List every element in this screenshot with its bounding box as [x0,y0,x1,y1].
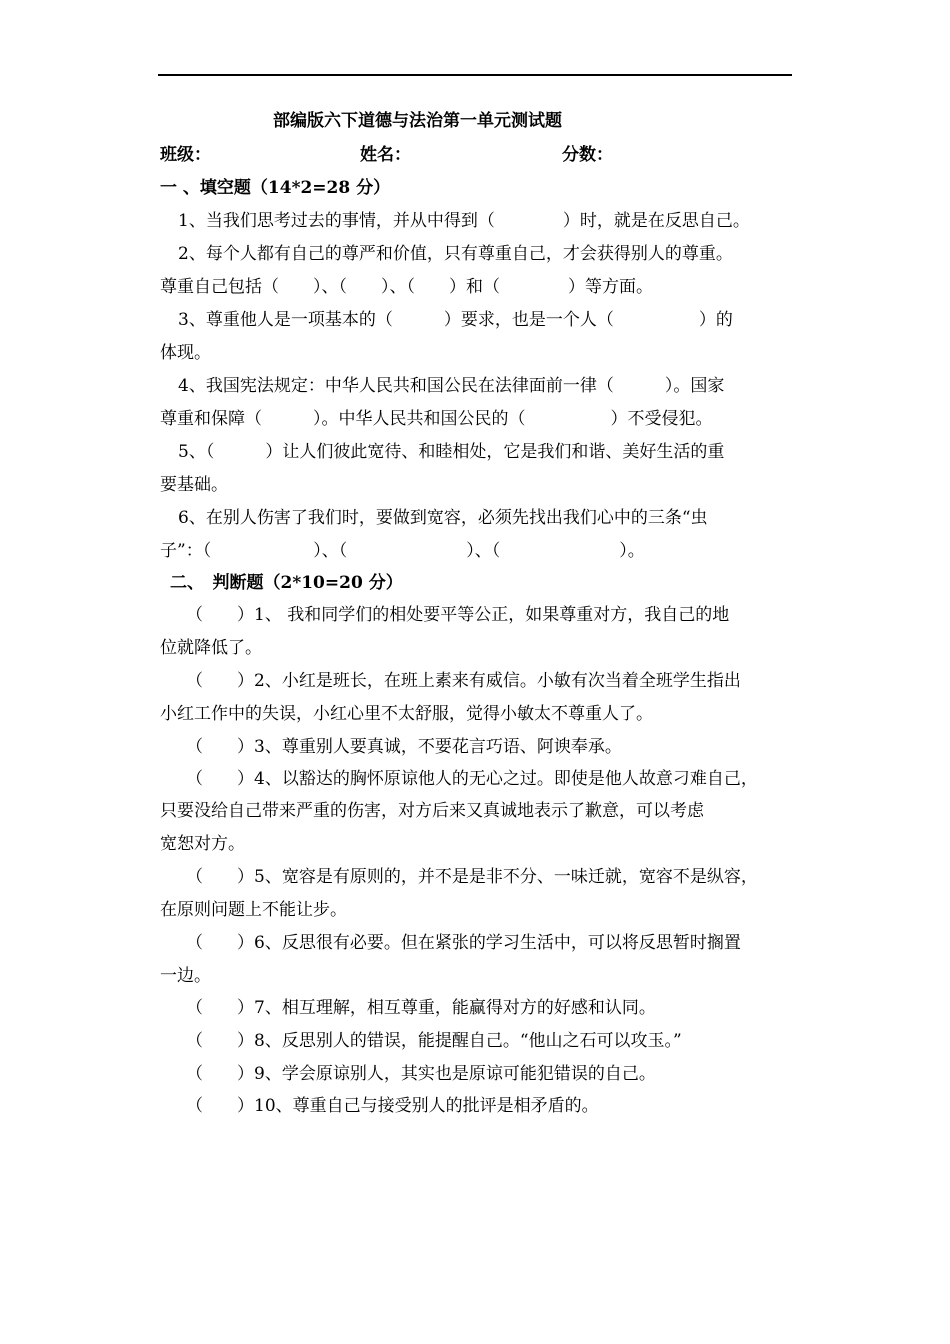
section-heading-true-false: 二、 判断题（2*10=20 分） [170,573,403,593]
question-line: （ ）8、反思别人的错误，能提醒自己。“他山之石可以攻玉。” [186,1031,682,1051]
question-line: （ ）6、反思很有必要。但在紧张的学习生活中，可以将反思暂时搁置 [186,933,741,953]
question-line: 尊重自己包括（ ）、（ ）、（ ）和（ ）等方面。 [160,277,653,297]
page-title: 部编版六下道德与法治第一单元测试题 [273,111,562,131]
question-line: （ ）7、相互理解，相互尊重，能赢得对方的好感和认同。 [186,998,656,1018]
name-label: 姓名： [360,145,411,165]
question-line: （ ）1、 我和同学们的相处要平等公正，如果尊重对方，我自己的地 [186,605,730,625]
header-rule [158,74,792,76]
question-line: 要基础。 [160,475,228,495]
question-line: （ ）2、小红是班长，在班上素来有威信。小敏有次当着全班学生指出 [186,671,741,691]
question-line: （ ）9、学会原谅别人，其实也是原谅可能犯错误的自己。 [186,1064,656,1084]
question-line: （ ）5、宽容是有原则的，并不是是非不分、一味迁就，宽容不是纵容， [186,867,758,887]
question-line: 5、（ ）让人们彼此宽待、和睦相处，它是我们和谐、美好生活的重 [178,442,725,462]
class-label: 班级： [160,145,211,165]
question-line: 体现。 [160,343,211,363]
question-line: 只要没给自己带来严重的伤害，对方后来又真诚地表示了歉意，可以考虑 [160,801,704,821]
question-line: （ ）4、以豁达的胸怀原谅他人的无心之过。即使是他人故意刁难自己， [186,769,758,789]
question-line: 子”：（ ）、（ ）、（ ）。 [160,541,645,561]
score-label: 分数： [562,145,613,165]
question-line: 在原则问题上不能让步。 [160,900,347,920]
question-line: 2、每个人都有自己的尊严和价值，只有尊重自己，才会获得别人的尊重。 [178,244,733,264]
question-line: 6、在别人伤害了我们时，要做到宽容，必须先找出我们心中的三条“虫 [178,508,708,528]
question-line: 小红工作中的失误，小红心里不太舒服，觉得小敏太不尊重人了。 [160,704,653,724]
question-line: （ ）3、尊重别人要真诚，不要花言巧语、阿谀奉承。 [186,737,622,757]
question-line: 4、我国宪法规定：中华人民共和国公民在法律面前一律（ ）。国家 [178,376,725,396]
question-line: 位就降低了。 [160,638,262,658]
section-heading-fill-blank: 一 、填空题（14*2=28 分） [160,178,391,198]
question-line: 宽恕对方。 [160,834,245,854]
question-line: 3、尊重他人是一项基本的（ ）要求，也是一个人（ ）的 [178,310,733,330]
question-line: 一边。 [160,966,211,986]
question-line: （ ）10、尊重自己与接受别人的批评是相矛盾的。 [186,1096,599,1116]
question-line: 1、当我们思考过去的事情，并从中得到（ ）时，就是在反思自己。 [178,211,750,231]
question-line: 尊重和保障（ ）。中华人民共和国公民的（ ）不受侵犯。 [160,409,713,429]
